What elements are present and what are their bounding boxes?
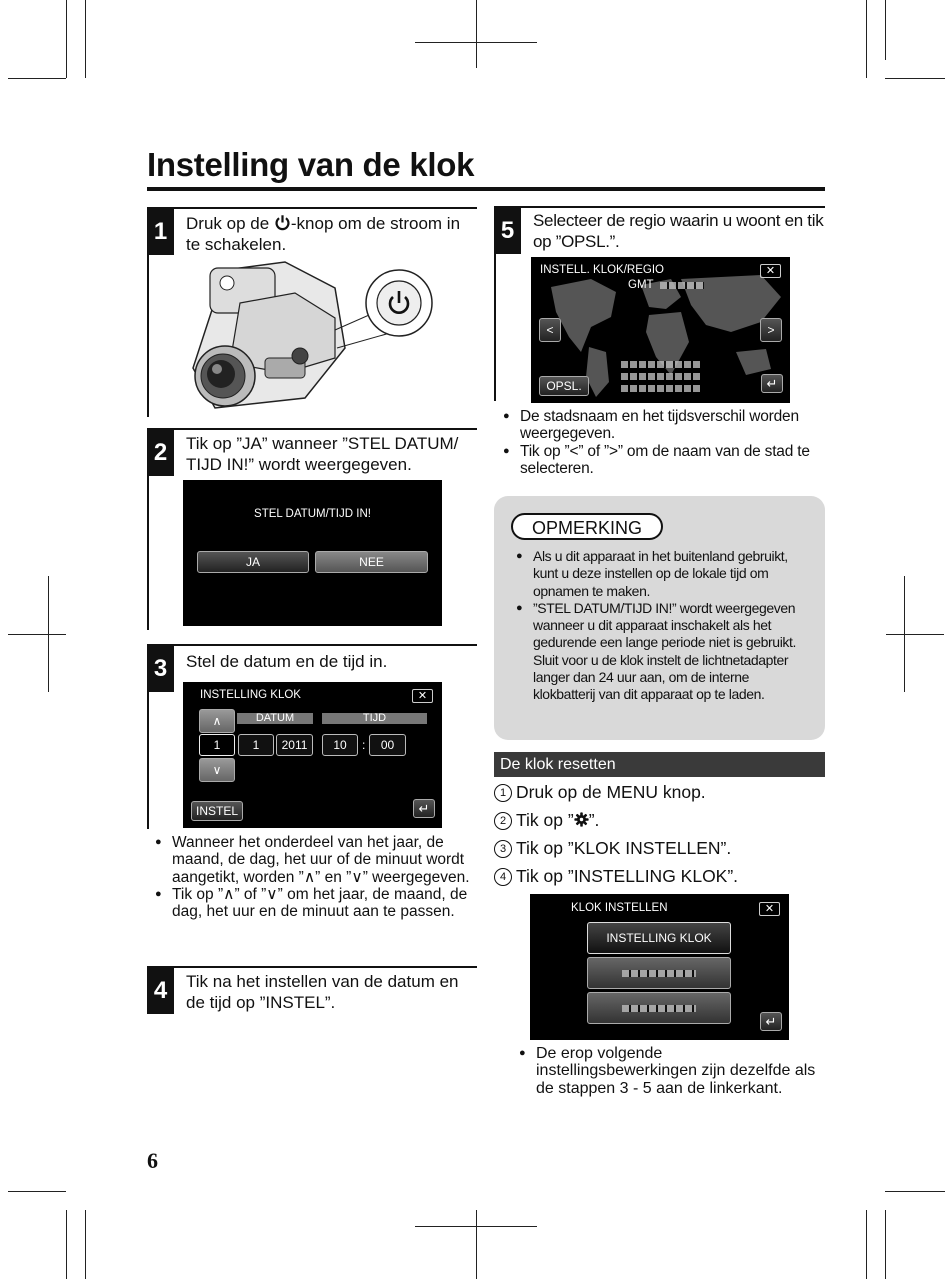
blurred-value [621,373,701,380]
month-field[interactable]: 1 [199,734,235,756]
crop-mark [886,634,944,635]
step-1-text: Druk op de -knop om de stroom in te schakelen. [186,214,461,254]
step-5-sideline [494,208,496,401]
time-separator: : [362,738,366,752]
back-icon[interactable]: ↵ [761,374,783,393]
close-icon[interactable]: ✕ [759,902,780,916]
crop-mark [866,1210,867,1279]
blurred-value [621,385,701,392]
list-item: ● Wanneer het onderdeel van het jaar, de maand, de dag, het uur of de minuut wordt aangetikt, worden ”∧” en ”∨” weergegeven. [155,834,475,886]
step-2-sideline [147,430,149,630]
hour-field[interactable]: 10 [322,734,358,756]
day-field[interactable]: 1 [238,734,274,756]
note-list [516,548,812,704]
step-5-text: Selecteer de regio waarin u woont en tik op ”OPSL.”. [533,211,824,251]
step-3-bullets [155,834,475,920]
back-icon[interactable]: ↵ [760,1012,782,1031]
screen-title: INSTELLING KLOK [200,689,301,701]
step-5-bullets [503,408,825,477]
chevron-left-icon[interactable]: < [539,318,561,342]
step-4-text: Tik na het instellen van de datum en de tijd op ”INSTEL”. [186,972,459,1012]
gmt-label: GMT [628,279,654,291]
crop-mark [8,1191,66,1192]
list-item: ● De erop volgende instellingsbewerkingen zijn dezelfde als de stappen 3 - 5 aan de linkerkant. [519,1045,825,1097]
crop-mark [476,0,477,68]
date-prompt-screen [183,480,442,626]
yes-button[interactable]: JA [197,551,309,573]
step-4-rule [147,966,477,968]
crop-mark [85,1210,86,1279]
page-title: Instelling van de klok [147,146,475,183]
crop-mark [8,78,66,79]
close-icon[interactable]: ✕ [412,689,433,703]
save-button[interactable]: OPSL. [539,376,589,396]
page-number: 6 [147,1148,158,1173]
reset-step-4: 4 Tik op ”INSTELLING KLOK”. [494,866,738,887]
crop-mark [8,634,66,635]
step-3-sideline [147,646,149,829]
step-2-rule [147,428,477,430]
no-button[interactable]: NEE [315,551,428,573]
close-icon[interactable]: ✕ [760,264,781,278]
menu-item-clock-setting[interactable]: INSTELLING KLOK [587,922,731,954]
menu-item-blurred[interactable] [587,957,731,989]
step-2-text: Tik op ”JA” wanneer ”STEL DATUM/ TIJD IN!” wordt weergegeven. [186,434,459,474]
back-icon[interactable]: ↵ [413,799,435,818]
crop-mark [885,1191,945,1192]
camcorder-illustration [185,258,440,413]
region-screen [531,257,790,403]
step-2-number: 2 [147,430,174,476]
list-item: ● Tik op ”∧” of ”∨” om het jaar, de maand, de dag, het uur en de minuut aan te passen. [155,886,475,921]
power-icon [274,214,291,231]
step-1-rule [147,207,477,209]
crop-mark [885,0,886,60]
clock-setting-screen [183,682,442,828]
list-item: ● Als u dit apparaat in het buitenland gebruikt, kunt u deze instellen op de lokale tijd om opnamen te maken. [516,548,812,600]
reset-heading: De klok resetten [494,752,825,777]
step-3-rule [147,644,477,646]
minute-field[interactable]: 00 [369,734,406,756]
region-title: INSTELL. KLOK/REGIO [540,264,664,276]
chevron-up-icon[interactable]: ∧ [199,709,235,733]
step-5-number: 5 [494,208,521,254]
step-3-text: Stel de datum en de tijd in. [186,652,388,671]
gear-icon [574,812,589,827]
crop-mark [885,78,945,79]
list-item: ● ”STEL DATUM/TIJD IN!” wordt weergegeven wanneer u dit apparaat inschakelt als het gedurende een lange periode niet is gebruikt. Sluit voor u de klok instelt de lichtnetadapter langer dan 24 uur aan, om de interne klokbatterij van dit apparaat op te laden. [516,600,812,704]
date-header: DATUM [237,713,313,724]
crop-mark [866,0,867,78]
time-header: TIJD [322,713,427,724]
step-4-number: 4 [147,968,174,1014]
list-item: ● Tik op ”<” of ”>” om de naam van de stad te selecteren. [503,443,825,478]
blurred-value [621,361,701,368]
crop-mark [476,1210,477,1279]
crop-mark [66,0,67,78]
clock-menu-screen [530,894,789,1040]
menu-item-blurred[interactable] [587,992,731,1024]
reset-step-2: 2 Tik op ” ”. [494,810,599,831]
crop-mark [904,576,905,692]
reset-bullets [519,1045,825,1097]
crop-mark [48,576,49,692]
reset-step-1: 1 Druk op de MENU knop. [494,782,706,803]
step-1-sideline [147,209,149,417]
note-label: OPMERKING [511,513,663,540]
year-field[interactable]: 2011 [276,734,313,756]
list-item: ● De stadsnaam en het tijdsverschil worden weergegeven. [503,408,825,443]
crop-mark [885,1210,886,1279]
prompt-text: STEL DATUM/TIJD IN! [254,508,371,520]
step-3-number: 3 [147,646,174,692]
set-button[interactable]: INSTEL [191,801,243,821]
screen-title: KLOK INSTELLEN [571,902,668,914]
chevron-down-icon[interactable]: ∨ [199,758,235,782]
step-5-rule [494,206,825,208]
blurred-value [660,282,704,289]
title-divider [147,187,825,191]
crop-mark [85,0,86,78]
chevron-right-icon[interactable]: > [760,318,782,342]
step-1-number: 1 [147,209,174,255]
crop-mark [66,1210,67,1279]
reset-step-3: 3 Tik op ”KLOK INSTELLEN”. [494,838,731,859]
